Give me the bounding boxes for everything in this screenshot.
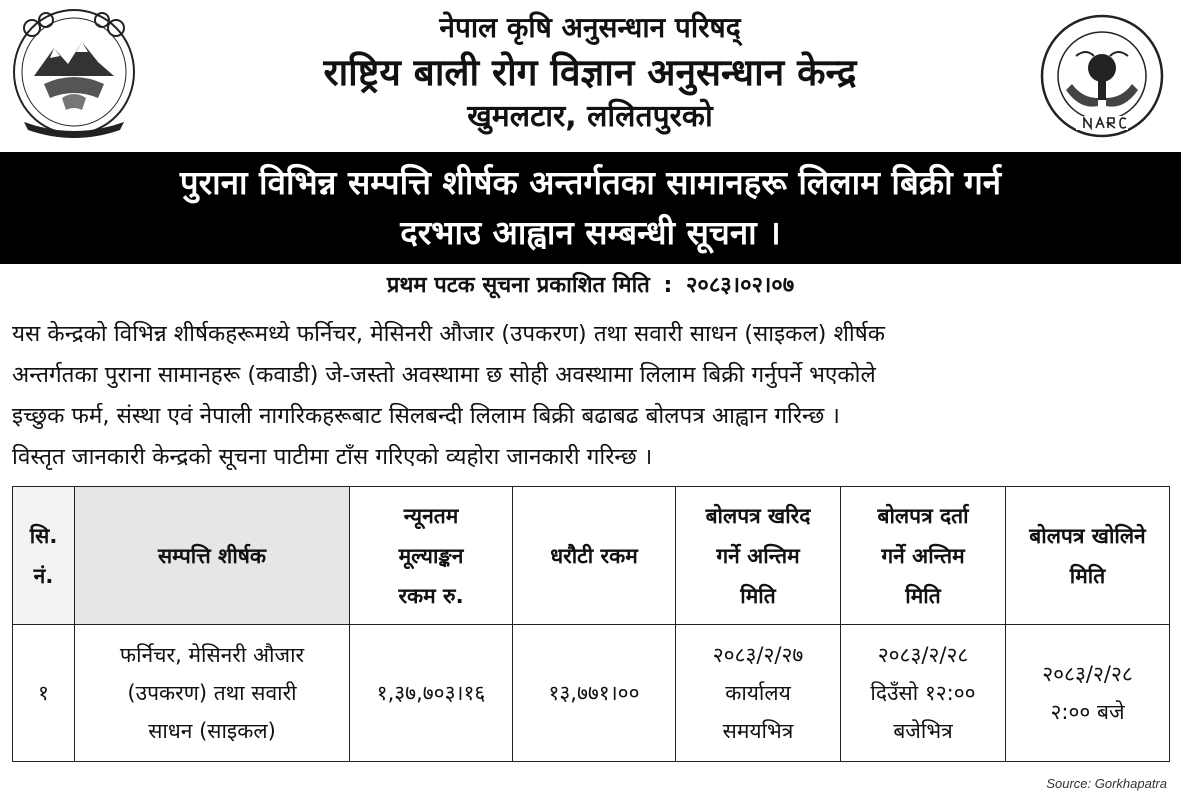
notice-body-line: विस्तृत जानकारी केन्द्रको सूचना पाटीमा टाँस गरिएको व्यहोरा जानकारी गरिन्छ ।: [12, 444, 653, 470]
source-credit: Source: Gorkhapatra: [1046, 776, 1167, 791]
publication-date-value: २०८३।०२।०७: [685, 273, 795, 298]
notice-header: [0, 0, 1181, 150]
table-row: [13, 625, 1170, 762]
notice-body: [12, 314, 1172, 478]
publication-date-separator: :: [663, 273, 673, 298]
cell-bid-opening-date: २०८३/२/२८ २:०० बजे: [1006, 625, 1170, 762]
header-bid-registration-deadline: बोलपत्र दर्ता गर्ने अन्तिम मिति: [841, 487, 1006, 625]
notice-title-line-1: पुराना विभिन्न सम्पत्ति शीर्षक अन्तर्गतका सामानहरू लिलाम बिक्री गर्न: [179, 163, 1002, 202]
header-minimum-valuation: न्यूनतम मूल्याङ्कन रकम रु.: [350, 487, 513, 625]
cell-minimum-valuation: १,३७,७०३।१६: [350, 625, 513, 762]
cell-bid-purchase-deadline: २०८३/२/२७ कार्यालय समयभित्र: [676, 625, 841, 762]
notice-body-line: यस केन्द्रको विभिन्न शीर्षकहरूमध्ये फर्निचर, मेसिनरी औजार (उपकरण) तथा सवारी साधन (साइकल) शीर्षक: [12, 321, 886, 347]
cell-serial-number: १: [13, 625, 75, 762]
header-serial-number: सि. नं.: [13, 487, 75, 625]
nepal-government-emblem-icon: [10, 6, 138, 144]
council-name: नेपाल कृषि अनुसन्धान परिषद्: [439, 11, 741, 44]
center-name: राष्ट्रिय बाली रोग विज्ञान अनुसन्धान केन्द्र: [323, 51, 857, 94]
publication-date-line: [0, 272, 1181, 300]
table-header-row: [13, 487, 1170, 625]
narc-logo-icon: [1036, 12, 1168, 140]
notice-body-line: अन्तर्गतका पुराना सामानहरू (कवाडी) जे-जस्तो अवस्थामा छ सोही अवस्थामा लिलाम बिक्री गर्नुपर्ने भएकोले: [12, 362, 876, 388]
header-property-title: सम्पत्ति शीर्षक: [75, 487, 350, 625]
cell-bid-registration-deadline: २०८३/२/२८ दिउँसो १२:०० बजेभित्र: [841, 625, 1006, 762]
auction-items-table: [12, 486, 1170, 762]
publication-date-label: प्रथम पटक सूचना प्रकाशित मिति: [386, 273, 650, 298]
center-location: खुमलटार, ललितपुरको: [467, 99, 713, 134]
header-bid-purchase-deadline: बोलपत्र खरिद गर्ने अन्तिम मिति: [676, 487, 841, 625]
cell-deposit-amount: १३,७७१।००: [513, 625, 676, 762]
notice-body-line: इच्छुक फर्म, संस्था एवं नेपाली नागरिकहरूबाट सिलबन्दी लिलाम बिक्री बढाबढ बोलपत्र आह्वान गरिन्छ ।: [12, 403, 840, 429]
notice-title-banner: [0, 152, 1181, 264]
header-bid-opening-date: बोलपत्र खोलिने मिति: [1006, 487, 1170, 625]
notice-title-line-2: दरभाउ आह्वान सम्बन्धी सूचना ।: [400, 213, 781, 252]
header-deposit-amount: धरौटी रकम: [513, 487, 676, 625]
cell-property-title: फर्निचर, मेसिनरी औजार (उपकरण) तथा सवारी साधन (साइकल): [75, 625, 350, 762]
